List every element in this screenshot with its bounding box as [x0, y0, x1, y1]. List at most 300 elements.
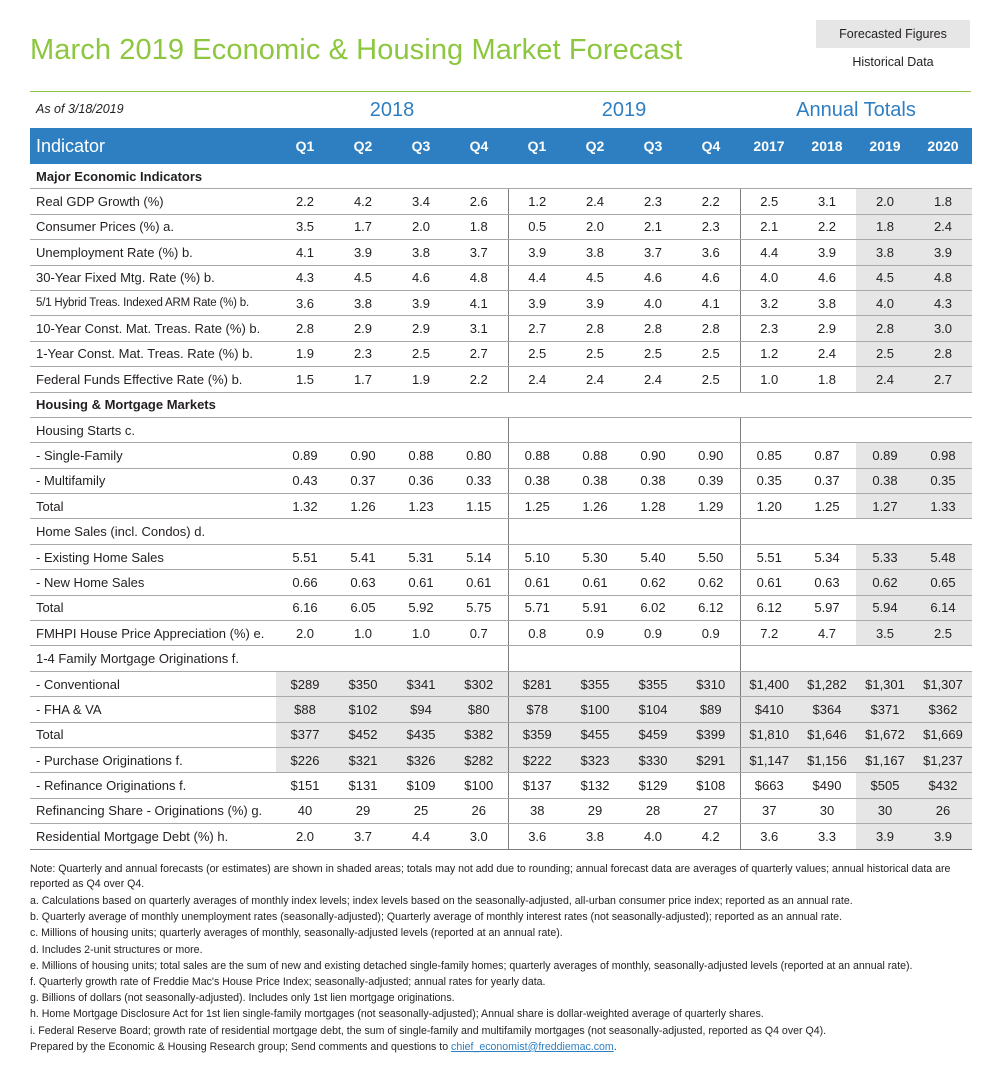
- table-cell: 0.9: [682, 621, 740, 646]
- table-cell: 5.10: [508, 544, 566, 569]
- table-row: [30, 570, 972, 595]
- table-cell: 1.32: [276, 494, 334, 519]
- table-cell: $89: [682, 697, 740, 722]
- table-cell: $129: [624, 773, 682, 798]
- table-cell: 1.28: [624, 494, 682, 519]
- table-cell: 0.62: [624, 570, 682, 595]
- table-cell: $663: [740, 773, 798, 798]
- table-cell: 4.5: [856, 265, 914, 290]
- table-cell: $1,282: [798, 671, 856, 696]
- table-header-row: [30, 128, 972, 164]
- table-cell: [450, 646, 508, 671]
- table-cell: 4.0: [856, 290, 914, 315]
- table-row: [30, 621, 972, 646]
- table-cell: 5.33: [856, 544, 914, 569]
- table-row: [30, 595, 972, 620]
- table-cell: 2.7: [450, 341, 508, 366]
- column-header: 2017: [740, 128, 798, 164]
- table-cell: 3.7: [450, 240, 508, 265]
- table-cell: $78: [508, 697, 566, 722]
- table-cell: 1.0: [740, 367, 798, 392]
- table-cell: [914, 646, 972, 671]
- group-header-annual-totals: Annual Totals: [796, 99, 916, 121]
- table-cell: 0.9: [624, 621, 682, 646]
- table-cell: 0.36: [392, 468, 450, 493]
- table-cell: 3.3: [798, 824, 856, 849]
- table-cell: 1.8: [914, 189, 972, 214]
- table-cell: 3.1: [798, 189, 856, 214]
- table-cell: 5.94: [856, 595, 914, 620]
- table-cell: [508, 417, 566, 442]
- table-cell: 3.9: [798, 240, 856, 265]
- table-cell: 3.6: [740, 824, 798, 849]
- table-cell: 2.0: [566, 214, 624, 239]
- table-cell: 5.40: [624, 544, 682, 569]
- table-cell: 5.31: [392, 544, 450, 569]
- table-cell: [392, 519, 450, 544]
- table-cell: 0.88: [566, 443, 624, 468]
- table-cell: $100: [450, 773, 508, 798]
- table-cell: $151: [276, 773, 334, 798]
- table-cell: 4.4: [508, 265, 566, 290]
- table-row: [30, 265, 972, 290]
- table-cell: $326: [392, 747, 450, 772]
- table-cell: 0.33: [450, 468, 508, 493]
- table-cell: [798, 646, 856, 671]
- row-label: Residential Mortgage Debt (%) h.: [30, 824, 276, 849]
- table-cell: $226: [276, 747, 334, 772]
- table-cell: 29: [566, 798, 624, 823]
- column-header: Q1: [508, 128, 566, 164]
- table-cell: 5.71: [508, 595, 566, 620]
- column-header: Q2: [566, 128, 624, 164]
- table-cell: 4.0: [624, 290, 682, 315]
- table-cell: $359: [508, 722, 566, 747]
- footnote: h. Home Mortgage Disclosure Act for 1st lien single-family mortgages (not seasonally-adjusted); Annual share is dollar-weighted average of quarterly shares.: [30, 1008, 764, 1021]
- row-label: Refinancing Share - Originations (%) g.: [30, 798, 276, 823]
- table-cell: $341: [392, 671, 450, 696]
- row-label: Home Sales (incl. Condos) d.: [30, 519, 276, 544]
- table-cell: 4.8: [450, 265, 508, 290]
- table-cell: 3.8: [798, 290, 856, 315]
- table-cell: 2.0: [276, 824, 334, 849]
- table-cell: [682, 519, 740, 544]
- table-row: [30, 722, 972, 747]
- column-header: 2020: [914, 128, 972, 164]
- table-cell: 2.4: [624, 367, 682, 392]
- table-cell: 3.5: [276, 214, 334, 239]
- table-cell: $490: [798, 773, 856, 798]
- legend-forecast-swatch: Forecasted Figures: [816, 20, 970, 48]
- table-cell: 0.63: [334, 570, 392, 595]
- table-cell: 3.5: [856, 621, 914, 646]
- table-cell: [740, 417, 798, 442]
- table-cell: 29: [334, 798, 392, 823]
- table-cell: 0.89: [856, 443, 914, 468]
- table-cell: 3.0: [450, 824, 508, 849]
- table-cell: 2.9: [798, 316, 856, 341]
- row-label: 1-4 Family Mortgage Originations f.: [30, 646, 276, 671]
- table-cell: 1.8: [798, 367, 856, 392]
- table-row: [30, 824, 972, 849]
- table-cell: [508, 646, 566, 671]
- table-cell: 4.2: [334, 189, 392, 214]
- table-cell: 4.3: [276, 265, 334, 290]
- divider: [30, 91, 971, 92]
- table-cell: 0.38: [508, 468, 566, 493]
- row-label: 5/1 Hybrid Treas. Indexed ARM Rate (%) b.: [30, 290, 276, 315]
- table-cell: 0.87: [798, 443, 856, 468]
- table-cell: 1.8: [856, 214, 914, 239]
- table-cell: 2.4: [508, 367, 566, 392]
- row-label: - Single-Family: [30, 443, 276, 468]
- table-cell: 0.5: [508, 214, 566, 239]
- row-label: Total: [30, 722, 276, 747]
- row-label: Total: [30, 494, 276, 519]
- table-cell: [508, 519, 566, 544]
- prepared-by-period: .: [613, 1040, 617, 1053]
- footnote: d. Includes 2-unit structures or more.: [30, 943, 203, 956]
- table-cell: 2.1: [740, 214, 798, 239]
- table-cell: $350: [334, 671, 392, 696]
- table-row: [30, 290, 972, 315]
- table-cell: $505: [856, 773, 914, 798]
- footnote: a. Calculations based on quarterly averages of monthly index levels; index levels based on the seasonally-adjusted, all-urban consumer price index; reported as an annual rate.: [30, 895, 853, 907]
- table-cell: $1,400: [740, 671, 798, 696]
- column-header: 2018: [798, 128, 856, 164]
- table-cell: 2.5: [740, 189, 798, 214]
- table-row: [30, 316, 972, 341]
- table-cell: [914, 417, 972, 442]
- table-cell: 1.7: [334, 214, 392, 239]
- row-label: - Purchase Originations f.: [30, 747, 276, 772]
- table-cell: [392, 417, 450, 442]
- row-label: - FHA & VA: [30, 697, 276, 722]
- forecast-table: [30, 128, 972, 850]
- table-cell: 2.2: [682, 189, 740, 214]
- table-cell: 5.51: [276, 544, 334, 569]
- table-cell: 4.5: [334, 265, 392, 290]
- table-cell: 0.98: [914, 443, 972, 468]
- table-cell: 3.9: [566, 290, 624, 315]
- table-row: [30, 341, 972, 366]
- table-cell: 3.1: [450, 316, 508, 341]
- table-cell: [566, 646, 624, 671]
- footnote: g. Billions of dollars (not seasonally-adjusted). Includes only 1st lien mortgage originations.: [30, 992, 455, 1005]
- table-cell: [566, 417, 624, 442]
- footnotes: [30, 862, 975, 1055]
- row-label: Unemployment Rate (%) b.: [30, 240, 276, 265]
- footnote: b. Quarterly average of monthly unemployment rates (seasonally-adjusted); Quarterly average of monthly interest rates (not seasonally-adjusted); reported as an annual rate.: [30, 911, 843, 924]
- table-row: [30, 417, 972, 442]
- table-cell: [624, 519, 682, 544]
- table-cell: $102: [334, 697, 392, 722]
- table-cell: $131: [334, 773, 392, 798]
- table-cell: $1,237: [914, 747, 972, 772]
- table-cell: [798, 417, 856, 442]
- table-cell: $1,646: [798, 722, 856, 747]
- row-label: Real GDP Growth (%): [30, 189, 276, 214]
- table-cell: 2.2: [798, 214, 856, 239]
- table-cell: 0.66: [276, 570, 334, 595]
- table-cell: 3.4: [392, 189, 450, 214]
- table-cell: 3.9: [508, 290, 566, 315]
- table-cell: $1,301: [856, 671, 914, 696]
- table-cell: 30: [856, 798, 914, 823]
- table-cell: 6.14: [914, 595, 972, 620]
- table-cell: 0.89: [276, 443, 334, 468]
- table-cell: 3.8: [566, 824, 624, 849]
- table-cell: [856, 519, 914, 544]
- table-cell: 2.3: [334, 341, 392, 366]
- table-cell: $80: [450, 697, 508, 722]
- table-cell: 2.8: [914, 341, 972, 366]
- table-cell: [276, 417, 334, 442]
- page-title: March 2019 Economic & Housing Market Forecast: [30, 34, 683, 66]
- column-header: 2019: [856, 128, 914, 164]
- table-cell: 4.0: [740, 265, 798, 290]
- row-label: 30-Year Fixed Mtg. Rate (%) b.: [30, 265, 276, 290]
- table-cell: 2.0: [856, 189, 914, 214]
- table-cell: $432: [914, 773, 972, 798]
- table-cell: [276, 519, 334, 544]
- row-label: - Multifamily: [30, 468, 276, 493]
- table-row: [30, 443, 972, 468]
- table-cell: 2.2: [450, 367, 508, 392]
- table-cell: 5.51: [740, 544, 798, 569]
- table-cell: 1.2: [508, 189, 566, 214]
- table-cell: 0.35: [914, 468, 972, 493]
- table-cell: 6.16: [276, 595, 334, 620]
- table-cell: 2.4: [798, 341, 856, 366]
- table-cell: $1,147: [740, 747, 798, 772]
- table-cell: $382: [450, 722, 508, 747]
- table-cell: 2.3: [682, 214, 740, 239]
- table-cell: 2.7: [508, 316, 566, 341]
- table-cell: 30: [798, 798, 856, 823]
- table-cell: 2.8: [682, 316, 740, 341]
- table-cell: 0.9: [566, 621, 624, 646]
- table-cell: 7.2: [740, 621, 798, 646]
- table-cell: 4.6: [798, 265, 856, 290]
- table-cell: $377: [276, 722, 334, 747]
- prepared-by-text: Prepared by the Economic & Housing Research group; Send comments and questions to: [30, 1040, 452, 1053]
- table-cell: 1.0: [392, 621, 450, 646]
- legend: [816, 20, 970, 76]
- table-cell: 26: [450, 798, 508, 823]
- group-header-2018: 2018: [369, 99, 415, 121]
- table-row: [30, 697, 972, 722]
- table-row: [30, 646, 972, 671]
- table-cell: 5.14: [450, 544, 508, 569]
- row-label: - Existing Home Sales: [30, 544, 276, 569]
- table-cell: 2.4: [914, 214, 972, 239]
- table-cell: [566, 519, 624, 544]
- table-cell: 0.43: [276, 468, 334, 493]
- table-cell: 2.2: [276, 189, 334, 214]
- table-cell: 2.5: [914, 621, 972, 646]
- table-row: [30, 240, 972, 265]
- table-cell: 0.38: [624, 468, 682, 493]
- prepared-by: [30, 1039, 975, 1055]
- table-cell: $323: [566, 747, 624, 772]
- table-cell: 4.0: [624, 824, 682, 849]
- table-cell: $371: [856, 697, 914, 722]
- table-row: [30, 189, 972, 214]
- table-cell: 0.61: [392, 570, 450, 595]
- table-cell: 2.8: [276, 316, 334, 341]
- table-cell: 2.8: [566, 316, 624, 341]
- row-label: 10-Year Const. Mat. Treas. Rate (%) b.: [30, 316, 276, 341]
- table-cell: 0.61: [566, 570, 624, 595]
- table-cell: 2.1: [624, 214, 682, 239]
- table-cell: 2.9: [334, 316, 392, 341]
- table-cell: 0.88: [392, 443, 450, 468]
- column-header: Q3: [392, 128, 450, 164]
- table-cell: 2.3: [740, 316, 798, 341]
- table-cell: 38: [508, 798, 566, 823]
- table-cell: [740, 646, 798, 671]
- column-header: Q4: [682, 128, 740, 164]
- table-cell: 2.0: [392, 214, 450, 239]
- table-cell: $109: [392, 773, 450, 798]
- table-cell: 0.90: [682, 443, 740, 468]
- table-cell: $355: [624, 671, 682, 696]
- table-cell: 3.8: [392, 240, 450, 265]
- table-cell: [450, 519, 508, 544]
- table-cell: 1.33: [914, 494, 972, 519]
- table-cell: 4.8: [914, 265, 972, 290]
- table-row: [30, 798, 972, 823]
- table-cell: [276, 646, 334, 671]
- table-cell: $289: [276, 671, 334, 696]
- table-cell: 3.8: [566, 240, 624, 265]
- table-cell: 0.61: [450, 570, 508, 595]
- table-cell: 3.6: [682, 240, 740, 265]
- table-cell: 25: [392, 798, 450, 823]
- table-cell: [392, 646, 450, 671]
- table-cell: 0.62: [856, 570, 914, 595]
- table-row: [30, 468, 972, 493]
- table-cell: 1.25: [798, 494, 856, 519]
- table-cell: 1.7: [334, 367, 392, 392]
- table-cell: 2.7: [914, 367, 972, 392]
- table-cell: 3.9: [392, 290, 450, 315]
- table-cell: 2.9: [392, 316, 450, 341]
- table-cell: 2.4: [566, 189, 624, 214]
- table-cell: [798, 519, 856, 544]
- footnote: e. Millions of housing units; total sales are the sum of new and existing detached single-family homes; quarterly averages of monthly, seasonally-adjusted levels (reported at an annual rate).: [30, 959, 913, 972]
- table-cell: $222: [508, 747, 566, 772]
- table-cell: 5.91: [566, 595, 624, 620]
- section-header-row: [30, 164, 972, 189]
- table-cell: 2.4: [856, 367, 914, 392]
- table-cell: 3.7: [334, 824, 392, 849]
- row-label: Federal Funds Effective Rate (%) b.: [30, 367, 276, 392]
- table-cell: 4.2: [682, 824, 740, 849]
- table-cell: [914, 519, 972, 544]
- table-cell: [450, 417, 508, 442]
- table-cell: 40: [276, 798, 334, 823]
- as-of-date: As of 3/18/2019: [36, 102, 124, 116]
- table-cell: 0.37: [334, 468, 392, 493]
- table-cell: 0.61: [740, 570, 798, 595]
- table-cell: 0.85: [740, 443, 798, 468]
- row-label: Housing Starts c.: [30, 417, 276, 442]
- table-cell: 3.6: [508, 824, 566, 849]
- table-row: [30, 367, 972, 392]
- table-cell: 27: [682, 798, 740, 823]
- table-cell: 3.9: [334, 240, 392, 265]
- table-cell: [334, 417, 392, 442]
- table-cell: $364: [798, 697, 856, 722]
- table-cell: 2.5: [508, 341, 566, 366]
- table-cell: 2.6: [450, 189, 508, 214]
- table-cell: $104: [624, 697, 682, 722]
- row-label: - Conventional: [30, 671, 276, 696]
- row-label: - New Home Sales: [30, 570, 276, 595]
- table-cell: 26: [914, 798, 972, 823]
- table-cell: 3.9: [508, 240, 566, 265]
- table-row: [30, 214, 972, 239]
- table-cell: $281: [508, 671, 566, 696]
- table-cell: 6.12: [682, 595, 740, 620]
- table-cell: [682, 646, 740, 671]
- table-cell: $310: [682, 671, 740, 696]
- table-cell: $100: [566, 697, 624, 722]
- table-cell: $291: [682, 747, 740, 772]
- table-cell: 1.26: [334, 494, 392, 519]
- table-cell: $435: [392, 722, 450, 747]
- table-cell: 2.4: [566, 367, 624, 392]
- table-cell: 2.8: [624, 316, 682, 341]
- table-cell: 4.6: [392, 265, 450, 290]
- email-link[interactable]: chief_economist@freddiemac.com: [451, 1040, 614, 1053]
- column-header: Q4: [450, 128, 508, 164]
- table-cell: 1.26: [566, 494, 624, 519]
- table-cell: 0.65: [914, 570, 972, 595]
- table-cell: 0.35: [740, 468, 798, 493]
- table-cell: $321: [334, 747, 392, 772]
- table-cell: $137: [508, 773, 566, 798]
- table-cell: 28: [624, 798, 682, 823]
- table-cell: 5.34: [798, 544, 856, 569]
- table-cell: $330: [624, 747, 682, 772]
- table-cell: $355: [566, 671, 624, 696]
- table-row: [30, 671, 972, 696]
- table-cell: 4.1: [682, 290, 740, 315]
- section-title: Major Economic Indicators: [30, 164, 972, 189]
- footnote: f. Quarterly growth rate of Freddie Mac's House Price Index; seasonally-adjusted; annual rates for yearly data.: [30, 976, 546, 989]
- table-cell: 1.2: [740, 341, 798, 366]
- table-cell: $399: [682, 722, 740, 747]
- table-cell: [856, 646, 914, 671]
- table-cell: 0.90: [624, 443, 682, 468]
- footnote: i. Federal Reserve Board; growth rate of residential mortgage debt, the sum of single-family and multifamily mortgages (not seasonally-adjusted, reported as Q4 over Q4).: [30, 1024, 827, 1037]
- table-cell: 6.05: [334, 595, 392, 620]
- table-cell: $459: [624, 722, 682, 747]
- table-cell: $282: [450, 747, 508, 772]
- table-row: [30, 494, 972, 519]
- table-cell: [682, 417, 740, 442]
- table-cell: 0.63: [798, 570, 856, 595]
- table-cell: 1.0: [334, 621, 392, 646]
- table-cell: 5.30: [566, 544, 624, 569]
- table-cell: 5.97: [798, 595, 856, 620]
- table-cell: 1.29: [682, 494, 740, 519]
- table-cell: 2.5: [624, 341, 682, 366]
- table-cell: 3.9: [914, 240, 972, 265]
